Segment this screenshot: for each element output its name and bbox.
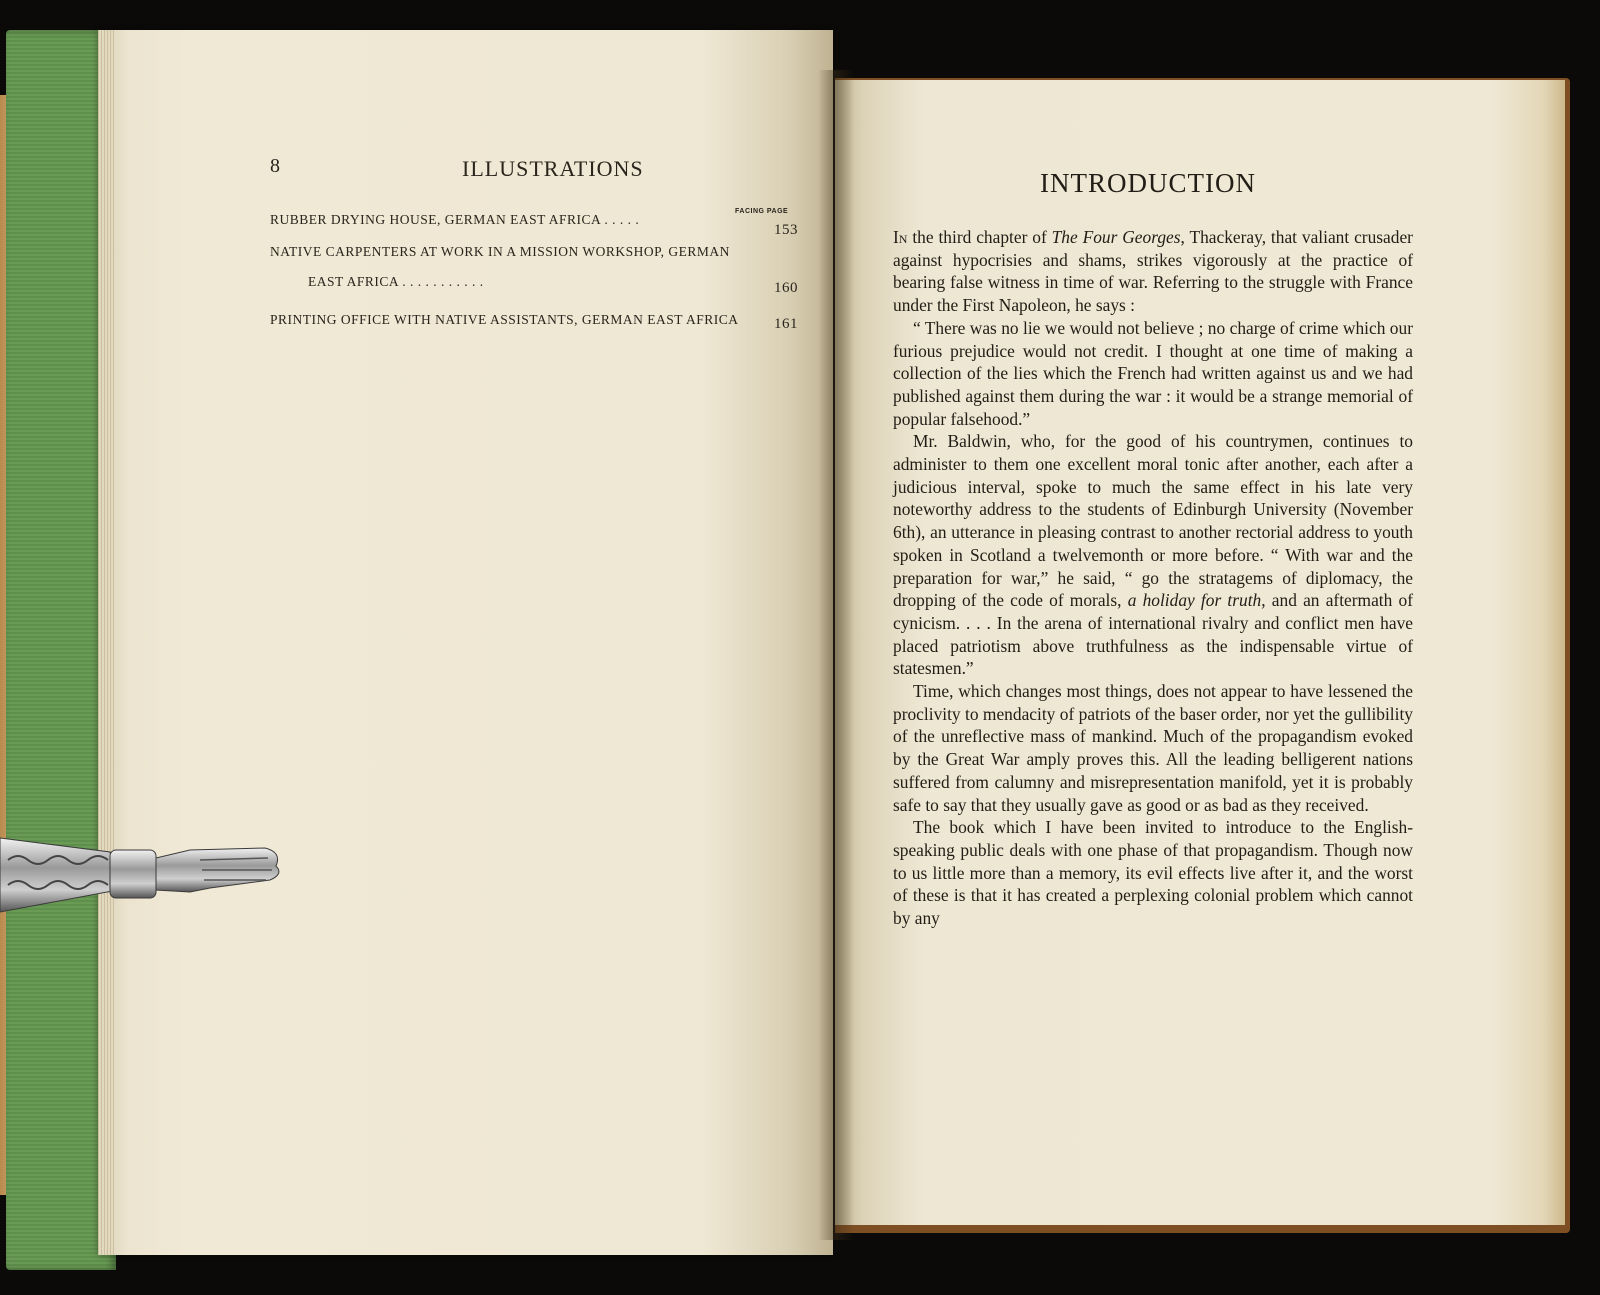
facing-page-label: FACING PAGE [735,208,789,215]
running-head: ILLUSTRATIONS [462,156,644,181]
text-run: the third chapter of [907,227,1052,247]
page-stack-edge [98,30,114,1255]
page-number: 8 [270,155,280,177]
body-text [893,226,1413,930]
emphasis: a holiday for truth [1127,590,1262,611]
illustration-page: 160 [774,280,798,296]
illustration-page: 153 [774,222,798,238]
book-title: The Four Georges [1051,227,1181,247]
illustration-entry [270,312,798,332]
illustration-entry [270,244,730,260]
drop-cap: In [893,227,908,247]
gutter-shadow [818,70,854,1240]
illustration-caption: NATIVE CARPENTERS AT WORK IN A MISSION WORKSHOP, GERMAN [270,244,730,259]
illustration-caption: PRINTING OFFICE WITH NATIVE ASSISTANTS, GERMAN EAST AFRICA [270,312,739,327]
paragraph [893,430,1413,680]
text-run: , and an aftermath of cynicism. . . . In the arena of international rivalry and conflict men have placed patriotism above truthfulness as the indispensable virtue of statesmen.” [893,590,1414,679]
illustration-entry-continued [308,274,798,296]
illustration-entry [270,212,798,238]
text-run: Mr. Baldwin, who, for the good of his countrymen, continues to administer to them one excellent moral tonic after another, each after a judicious interval, spoke to much the same effect in his late very noteworthy address to the students of Edinburgh University (November 6th), an utterance in pleasing contrast to another rectorial address to youth spoken in Scotland a twelvemonth or more before. “ With war and the preparation for war,” he said, “ go the stratagems of diplomacy, the dropping of the code of morals, [893,431,1413,611]
text-run: , Thackeray, that valiant crusader against hypocrisies and shams, strikes vigorously at the practice of bearing false witness in time of war. Referring to the struggle with France under the First Napoleon, he says : [893,227,1413,316]
paragraph [893,226,1413,317]
paragraph: Time, which changes most things, does not appear to have lessened the proclivity to mendacity of patriots of the baser order, nor yet the gullibility of the unreflective mass of mankind. Much of the propagandism evoked by the Great War amply proves this. All the leading belligerent nations suffered from calumny and misrepresentation manifold, yet it is probably safe to say that they usually gave as good or as bad as they received. [893,681,1413,815]
paragraph: “ There was no lie we would not believe ; no charge of crime which our furious prejudice would not credit. I thought at one time of making a collection of the lies which the French had written against us and we had published against them during the war : it would be a strange memorial of popular falsehood.” [893,317,1413,429]
illustration-caption: EAST AFRICA . . . . . . . . . . . [308,274,484,289]
paragraph: The book which I have been invited to introduce to the English-speaking public deals with one phase of that propagandism. Though now to us little more than a memory, its evil effects live after it, and the worst of these is that it has created a perplexing colonial problem which cannot by any [893,817,1413,929]
silver-hand-bookmark-icon [0,830,290,920]
illustration-page: 161 [774,316,798,332]
chapter-title: INTRODUCTION [1040,168,1256,198]
illustration-caption: RUBBER DRYING HOUSE, GERMAN EAST AFRICA . . . . . [270,212,640,227]
